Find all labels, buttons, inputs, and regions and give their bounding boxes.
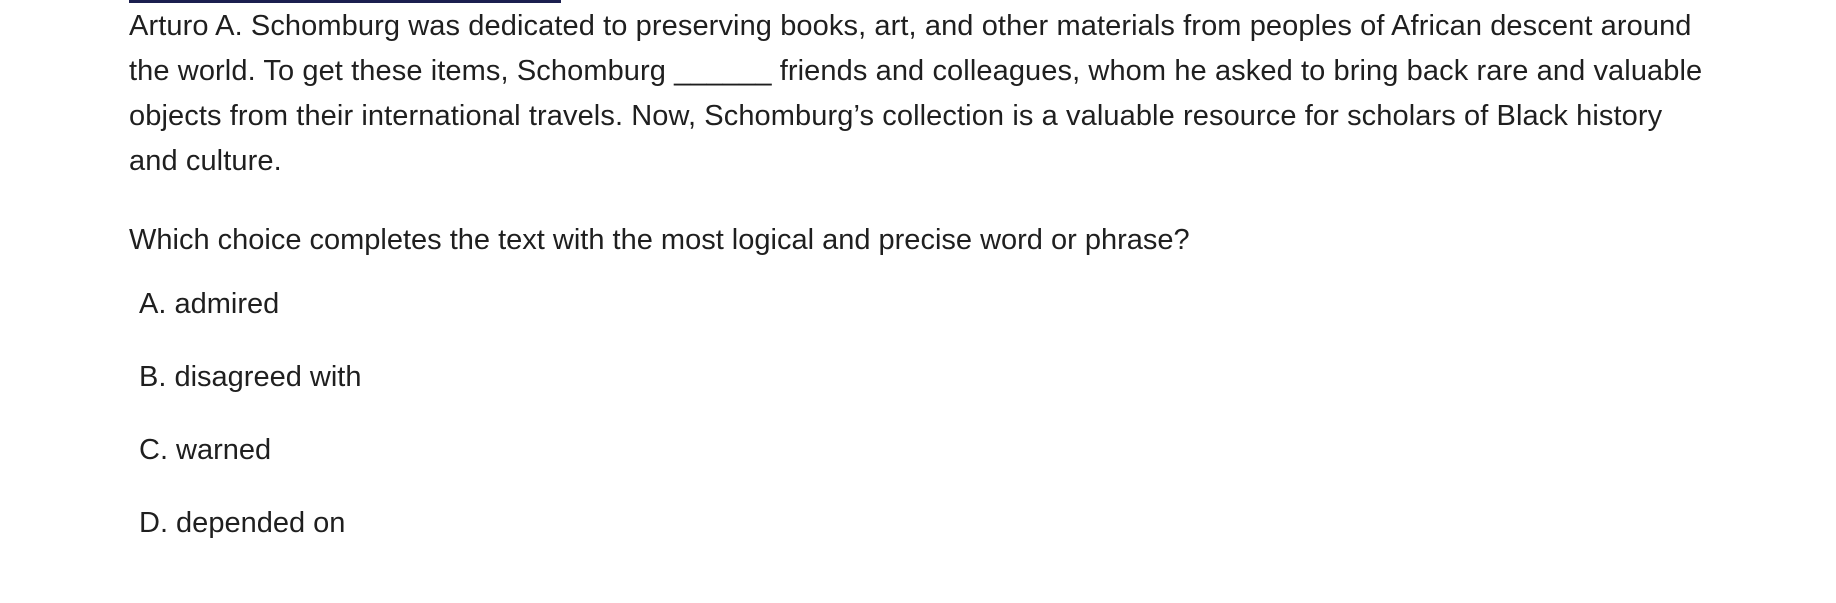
answer-choices [139,282,361,546]
passage-top-rule [129,0,561,3]
passage-text: Arturo A. Schomburg was dedicated to preserving books, art, and other materials from peoples of African descent around the world. To get these items, Schomburg ______ friends and colleagues, whom he asked to bring back rare and valuable objects from their international travels. Now, Schomburg’s collection is a valuable resource for scholars of Black history and culture. [129,10,1703,177]
question-prompt: Which choice completes the text with the most logical and precise word or phrase? [129,224,1190,256]
choice-a[interactable]: A. admired [139,288,280,320]
choice-c[interactable]: C. warned [139,434,272,466]
choice-d[interactable]: D. depended on [139,507,346,539]
choice-b[interactable]: B. disagreed with [139,361,362,393]
